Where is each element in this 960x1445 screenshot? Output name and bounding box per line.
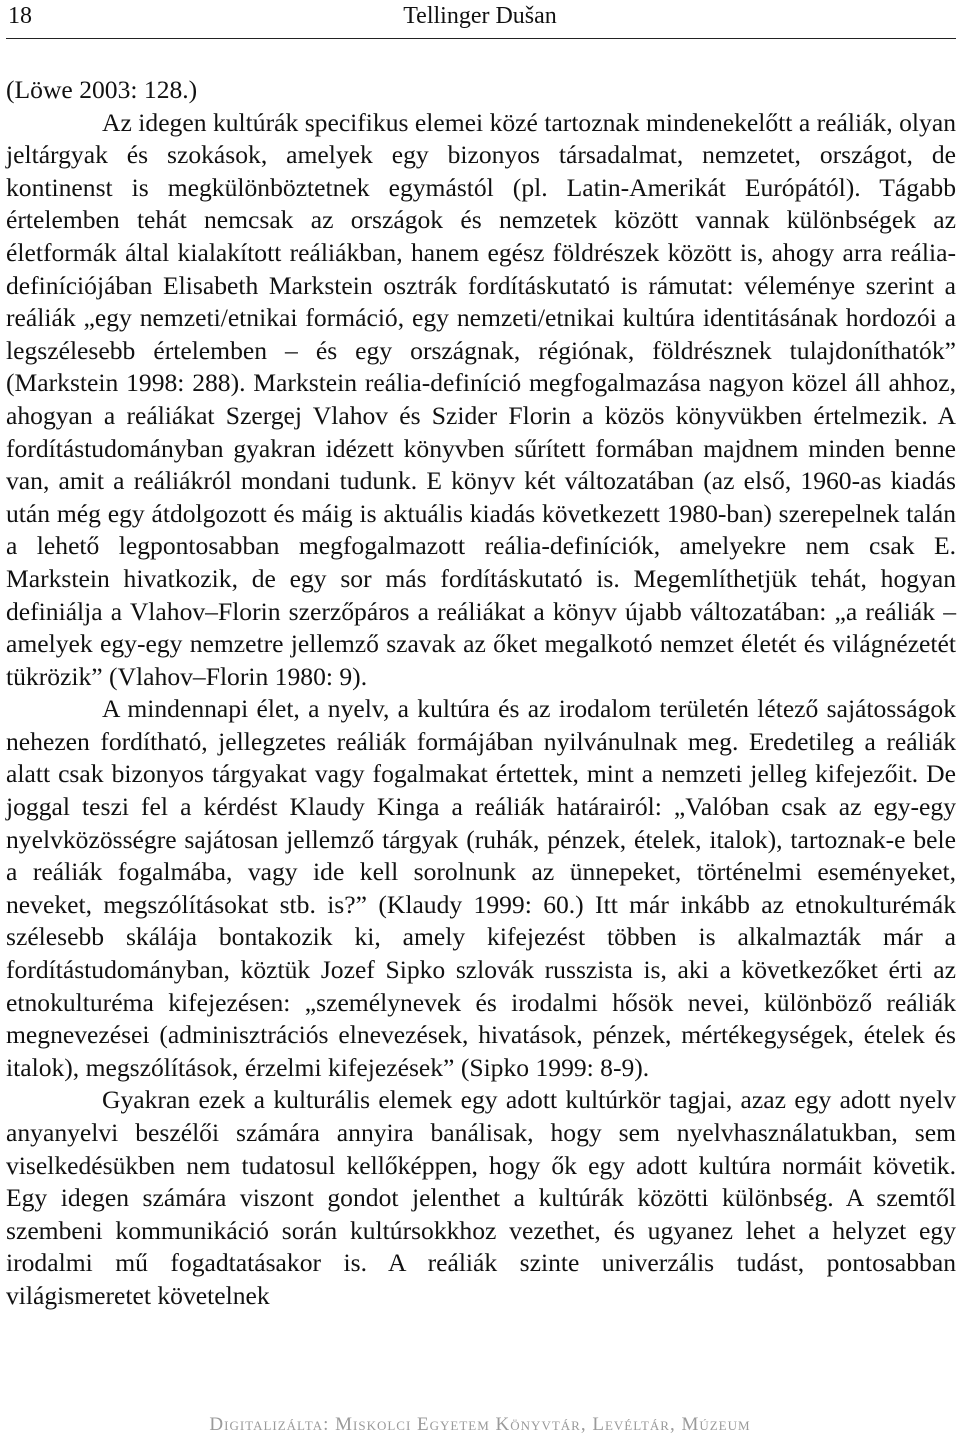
page-number: 18 xyxy=(8,3,32,29)
paragraph-realia-definition: Az idegen kultúrák specifikus elemei közé tartoznak mindenekelőtt a reáliák, olyan jeltárgyak és szokások, amelyek egy bizonyos társadalmat, nemzetet, országot, de kontinenst is megkülönböztetnek egymástól (pl. Latin-Amerikát Európától). Tágabb értelemben tehát nemcsak az országok és nemzetek között vannak különbségek az életformák által kialakított reáliákban, hanem egész földrészek között is, ahogy arra reália-definíciójában Elisabeth Markstein osztrák fordításkutató is rámutat: véleménye szerint a reáliák „egy nemzeti/etnikai formáció, egy nemzeti/etnikai kultúra identitásának hordozói a legszélesebb értelemben – és egy országnak, régiónak, földrésznek tulajdoníthatók” (Markstein 1998: 288). Markstein reália-definíció megfogalmazása nagyon közel áll ahhoz, ahogyan a reáliákat Szergej Vlahov és Szider Florin a közös könyvükben értelmezik. A fordítástudományban gyakran idézett könyvben sűrített formában majdnem minden benne van, amit a reáliákról mondani tudunk. E könyv két változatában (az első, 1960-as kiadás után még egy átdolgozott és máig is aktuális kiadás következett 1980-ban) szerepelnek talán a lehető legpontosabban megfogalmazott reália-definíciók, amelyekre nem csak E. Markstein hivatkozik, de egy sor más fordításkutató is. Megemlíthetjük tehát, hogyan definiálja a Vlahov–Florin szerzőpáros a reáliákat a könyv újabb változatában: „a reáliák – amelyek egy-egy nemzetre jellemző szavak az őket megalkotó nemzet életét és világnézetét tükrözik” (Vlahov–Florin 1980: 9). xyxy=(6,107,956,691)
page-header xyxy=(6,2,954,32)
paragraph-everyday-life: A mindennapi élet, a nyelv, a kultúra és az irodalom területén létező sajátosságok nehezen fordítható, jellegzetes reáliák formájában nyilvánulnak meg. Eredetileg a reáliák alatt csak bizonyos tárgyakat vagy fogalmakat értettek, mint a nemzeti jelleg kifejezőit. De joggal teszi fel a kérdést Klaudy Kinga a reáliák határairól: „Valóban csak az egy-egy nyelvközösségre sajátosan jellemző tárgyak (ruhák, pénzek, ételek, italok), tartoznak-e bele a reáliák fogalmába, vagy ide kell sorolnunk az ünnepeket, történelmi eseményeket, neveket, megszólításokat stb. is?” (Klaudy 1999: 60.) Itt már inkább az etnokulturémák szélesebb skálája bontakozik ki, amely kifejezést többen is alkalmazták már a fordítástudományban, köztük Jozef Sipko szlovák russzista is, aki a következőket érti az etnokulturéma kifejezésen: „személynevek és irodalmi hősök nevei, különböző reáliák megnevezései (adminisztrációs elnevezések, hivatások, pénzek, mértékegységek, ételek és italok), megszólítások, érzelmi kifejezések” (Sipko 1999: 8-9). xyxy=(6,694,956,1082)
paragraph-cultural-elements: Gyakran ezek a kulturális elemek egy adott kultúrkör tagjai, azaz egy adott nyelv anyanyelvi beszélői számára annyira banálisak, hogy sem nyelvhasználatukban, sem viselkedésükben nem tudatosul kellőképpen, hogy ők egy adott kultúra normáit követik. Egy idegen számára viszont gondot jelenthet a kultúrák közötti különbség. A szemtől szembeni kommunikáció során kultúrsokkhoz vezethet, és ugyanez lehet a helyzet egy irodalmi mű fogadtatásakor is. A reáliák szinte univerzális tudást, pontosabban világismeretet követelnek xyxy=(6,1085,956,1310)
body-text xyxy=(6,74,956,1313)
digitization-credit: Digitalizálta: Miskolci Egyetem Könyvtár, Levéltár, Múzeum xyxy=(209,1414,751,1435)
paragraph-citation-continuation: (Löwe 2003: 128.) xyxy=(6,75,198,104)
running-head: Tellinger Dušan xyxy=(403,3,557,29)
header-rule xyxy=(6,38,956,39)
